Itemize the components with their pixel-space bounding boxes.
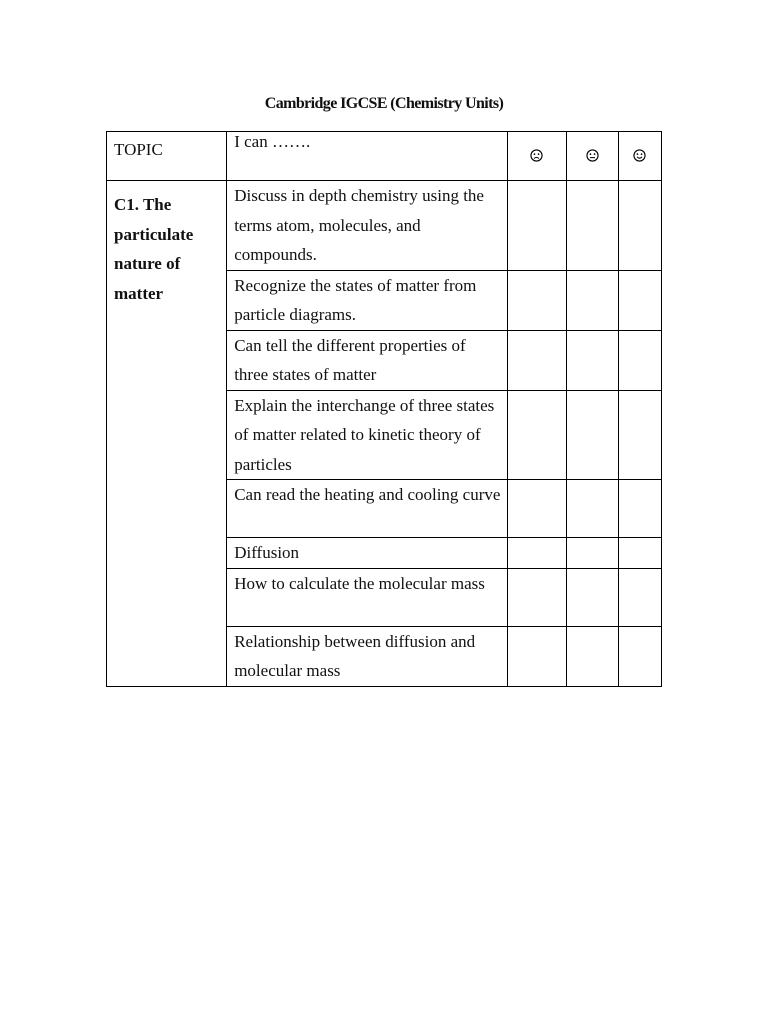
neutral-column-header [566,132,618,181]
sad-rating-cell[interactable] [507,626,566,686]
neutral-rating-cell[interactable] [566,181,618,271]
sad-rating-cell[interactable] [507,330,566,390]
can-do-statement: Diffusion [227,538,508,569]
neutral-face-icon [586,149,599,162]
happy-rating-cell[interactable] [618,480,661,538]
table-row [107,181,662,271]
happy-rating-cell[interactable] [618,181,661,271]
i-can-header: I can ……. [227,132,508,181]
neutral-rating-cell[interactable] [566,330,618,390]
happy-rating-cell[interactable] [618,538,661,569]
neutral-rating-cell[interactable] [566,568,618,626]
happy-rating-cell[interactable] [618,390,661,480]
smiley-face-icon [633,149,646,162]
happy-rating-cell[interactable] [618,626,661,686]
can-do-statement: How to calculate the molecular mass [227,568,508,626]
can-do-statement: Recognize the states of matter from particle diagrams. [227,270,508,330]
sad-rating-cell[interactable] [507,568,566,626]
neutral-rating-cell[interactable] [566,626,618,686]
can-do-statement: Explain the interchange of three states of matter related to kinetic theory of particles [227,390,508,480]
table-header-row [107,132,662,181]
sad-rating-cell[interactable] [507,270,566,330]
happy-column-header [618,132,661,181]
document-title: Cambridge IGCSE (Chemistry Units) [264,95,504,112]
can-do-statement: Discuss in depth chemistry using the terms atom, molecules, and compounds. [227,181,508,271]
topic-label: C1. The particulate nature of matter [107,181,227,687]
can-do-statement: Can tell the different properties of three states of matter [227,330,508,390]
neutral-rating-cell[interactable] [566,538,618,569]
neutral-rating-cell[interactable] [566,270,618,330]
happy-rating-cell[interactable] [618,330,661,390]
neutral-rating-cell[interactable] [566,390,618,480]
self-assessment-table [106,131,662,687]
sad-rating-cell[interactable] [507,538,566,569]
sad-column-header [507,132,566,181]
can-do-statement: Can read the heating and cooling curve [227,480,508,538]
happy-rating-cell[interactable] [618,270,661,330]
topic-header: TOPIC [107,132,227,181]
sad-face-icon [530,149,543,162]
neutral-rating-cell[interactable] [566,480,618,538]
sad-rating-cell[interactable] [507,181,566,271]
happy-rating-cell[interactable] [618,568,661,626]
can-do-statement: Relationship between diffusion and molecular mass [227,626,508,686]
sad-rating-cell[interactable] [507,390,566,480]
sad-rating-cell[interactable] [507,480,566,538]
